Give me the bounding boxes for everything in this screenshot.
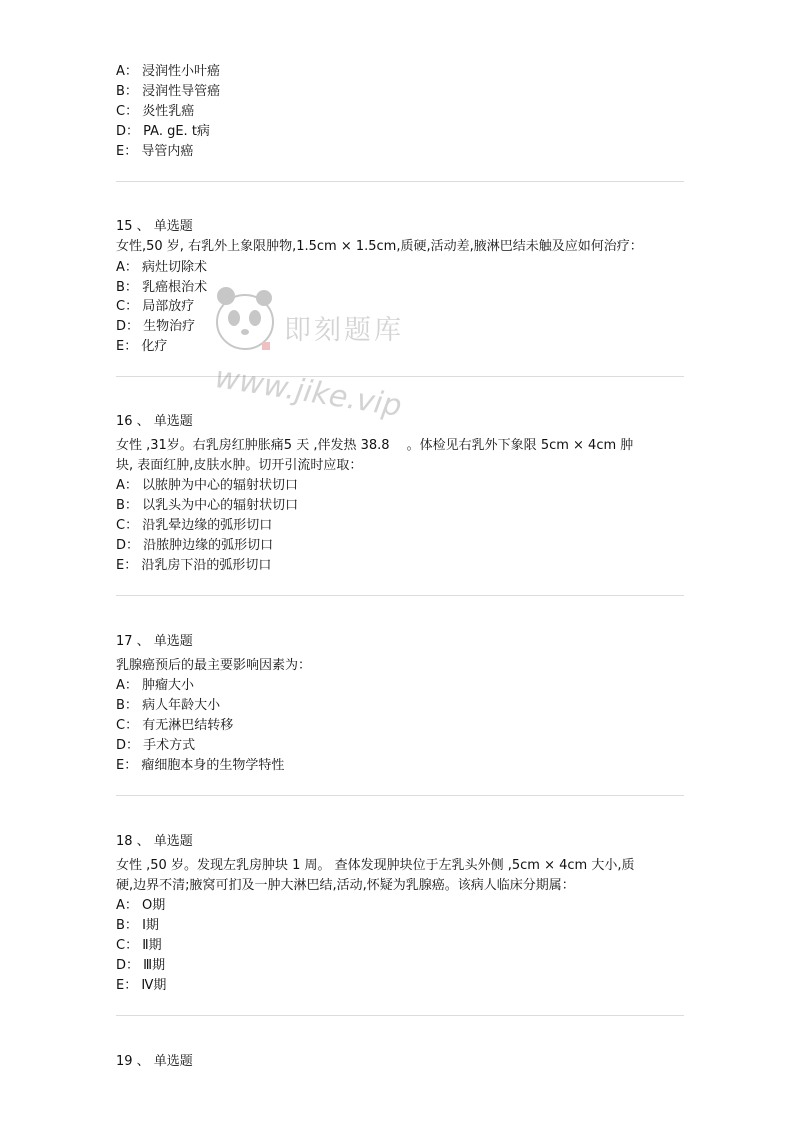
section-divider [116, 595, 684, 596]
option-letter: E： [116, 978, 138, 993]
option-text: 浸润性导管癌 [142, 84, 221, 99]
option-letter: E： [116, 758, 138, 773]
option-c [116, 297, 194, 317]
option-letter: B： [116, 698, 138, 713]
question-stem-line-2: 硬,边界不清;腋窝可扪及一肿大淋巴结,活动,怀疑为乳腺癌。该病人临床分期属： [116, 878, 575, 893]
option-text: 局部放疗 [142, 299, 195, 314]
option-letter: A： [116, 898, 138, 913]
option-letter: A： [116, 260, 138, 275]
option-d [116, 317, 195, 337]
option-a [116, 896, 165, 916]
option-letter: E： [116, 339, 138, 354]
option-text: 化疗 [141, 339, 168, 354]
option-text: 炎性乳癌 [142, 104, 195, 119]
option-a [116, 62, 220, 82]
section-divider [116, 181, 684, 182]
option-letter: A： [116, 478, 138, 493]
question-stem-line-2: 块, 表面红肿,皮肤水肿。切开引流时应取： [116, 458, 363, 473]
option-text: 病灶切除术 [142, 260, 208, 275]
question-stem: 女性,50 岁, 右乳外上象限肿物,1.5cm × 1.5cm,质硬,活动差,腋淋巴结未触及应如何治疗： [116, 239, 643, 254]
option-text: 手术方式 [143, 738, 196, 753]
option-c [116, 102, 194, 122]
option-text: 以脓肿为中心的辐射状切口 [142, 478, 299, 493]
question-header: 18 、 单选题 [116, 834, 193, 849]
option-text: 乳癌根治术 [142, 280, 208, 295]
option-c [116, 516, 272, 536]
option-b [116, 696, 220, 716]
option-text: 有无淋巴结转移 [142, 718, 234, 733]
watermark [212, 282, 432, 425]
option-letter: B： [116, 498, 138, 513]
option-letter: D： [116, 124, 140, 139]
option-letter: C： [116, 718, 139, 733]
option-e [116, 556, 271, 576]
option-b [116, 916, 159, 936]
option-text: Ⅳ期 [141, 978, 167, 993]
option-text: PA. gE. t病 [143, 124, 210, 139]
option-letter: B： [116, 280, 138, 295]
option-text: 沿乳房下沿的弧形切口 [141, 558, 272, 573]
option-letter: B： [116, 918, 138, 933]
option-text: 瘤细胞本身的生物学特性 [141, 758, 285, 773]
option-text: 浸润性小叶癌 [142, 64, 221, 79]
option-e [116, 142, 193, 162]
option-text: 沿乳晕边缘的弧形切口 [142, 518, 273, 533]
option-b [116, 278, 207, 298]
option-letter: A： [116, 678, 138, 693]
option-letter: C： [116, 299, 139, 314]
option-d [116, 536, 273, 556]
option-b [116, 496, 298, 516]
option-d [116, 956, 165, 976]
option-text: 沿脓肿边缘的弧形切口 [143, 538, 274, 553]
question-stem: 乳腺癌预后的最主要影响因素为： [116, 658, 312, 673]
option-letter: A： [116, 64, 138, 79]
option-c [116, 716, 233, 736]
option-text: 肿瘤大小 [142, 678, 195, 693]
option-text: 生物治疗 [143, 319, 196, 334]
option-letter: D： [116, 738, 140, 753]
option-a [116, 476, 298, 496]
question-header: 15 、 单选题 [116, 219, 193, 234]
option-text: Ⅲ期 [143, 958, 166, 973]
option-letter: E： [116, 558, 138, 573]
option-letter: E： [116, 144, 138, 159]
option-e [116, 756, 284, 776]
option-text: Ⅱ期 [142, 938, 162, 953]
option-letter: B： [116, 84, 138, 99]
option-a [116, 676, 194, 696]
question-header: 16 、 单选题 [116, 414, 193, 429]
option-a [116, 258, 207, 278]
option-letter: C： [116, 938, 139, 953]
option-letter: D： [116, 319, 140, 334]
option-letter: D： [116, 538, 140, 553]
option-text: 病人年龄大小 [142, 698, 221, 713]
option-text: 导管内癌 [141, 144, 194, 159]
option-d [116, 736, 195, 756]
watermark-url-text: www.jike.vip [212, 360, 405, 425]
question-header: 19 、 单选题 [116, 1054, 193, 1069]
option-text: O期 [142, 898, 166, 913]
option-e [116, 337, 167, 357]
option-letter: C： [116, 518, 139, 533]
question-stem-line-1: 女性 ,31岁。右乳房红肿胀痛5 天 ,伴发热 38.8 。体检见右乳外下象限 5cm × 4cm 肿 [116, 438, 634, 453]
option-e [116, 976, 166, 996]
question-stem-line-1: 女性 ,50 岁。发现左乳房肿块 1 周。 查体发现肿块位于左乳头外侧 ,5cm × 4cm 大小,质 [116, 858, 635, 873]
option-d [116, 122, 210, 142]
option-text: 以乳头为中心的辐射状切口 [142, 498, 299, 513]
watermark-brand-text: 即刻题库 [284, 315, 404, 346]
option-letter: D： [116, 958, 140, 973]
section-divider [116, 795, 684, 796]
option-text: I期 [142, 918, 159, 933]
question-header: 17 、 单选题 [116, 634, 193, 649]
option-c [116, 936, 162, 956]
section-divider [116, 1015, 684, 1016]
option-b [116, 82, 220, 102]
panda-logo-icon [212, 282, 282, 362]
option-letter: C： [116, 104, 139, 119]
